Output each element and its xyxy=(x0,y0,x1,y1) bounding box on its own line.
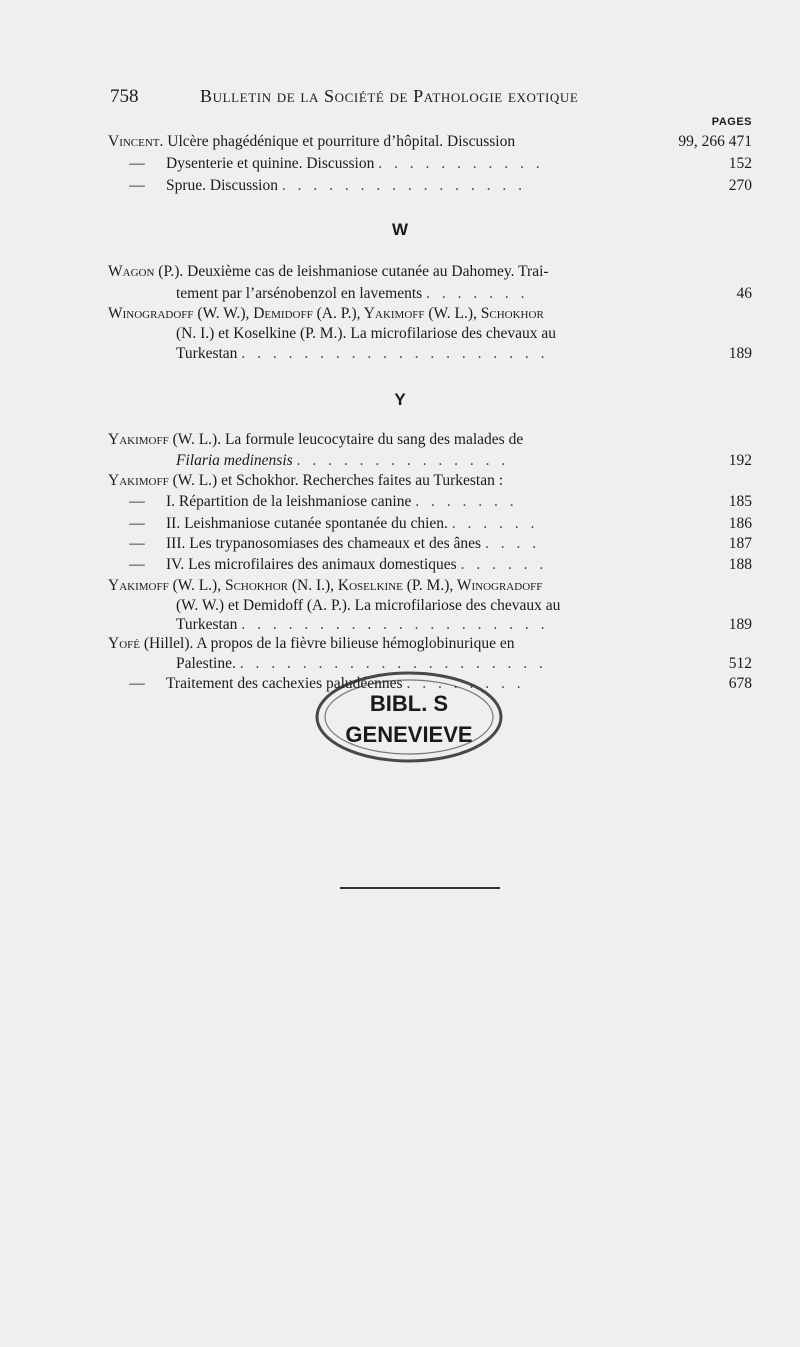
index-entry-yakimoff-c2 xyxy=(176,596,752,616)
entry-leader: . . . . . . . . xyxy=(406,675,525,692)
pages-column-label: PAGES xyxy=(711,116,752,128)
entry-dash: — xyxy=(129,155,145,172)
entry-pages: 186 xyxy=(723,514,752,534)
entry-text: Sprue. Discussion xyxy=(166,177,278,194)
entry-pages: 188 xyxy=(723,555,752,575)
entry-leader: . . . . . . . xyxy=(415,493,518,510)
entry-text: IV. Les microfilaires des animaux domestiques xyxy=(166,556,457,573)
entry-text: Palestine. xyxy=(176,655,236,672)
entry-text: Turkestan xyxy=(176,345,238,362)
index-entry-yakimoff-b5 xyxy=(108,555,752,575)
page-number: 758 xyxy=(110,86,139,107)
entry-leader: . . . . . . xyxy=(451,515,539,532)
entry-text: (N. I.) et Koselkine (P. M.). La microfilariose des chevaux au xyxy=(176,325,557,342)
entry-leader: . . . . . . . . . . . xyxy=(378,155,544,172)
stamp-line-1: BIBL. S xyxy=(369,691,449,716)
entry-dash: — xyxy=(129,515,145,532)
entry-dash: — xyxy=(129,493,145,510)
entry-pages: 189 xyxy=(723,344,752,364)
entry-author: Wagon xyxy=(108,263,155,280)
entry-text: (W. L.) et Schokhor. Recherches faites au Turkestan : xyxy=(168,472,504,489)
entry-pages: 678 xyxy=(723,674,752,694)
entry-leader: . . . . . . . . . . . . . . xyxy=(296,452,510,469)
page-header xyxy=(110,86,750,110)
entry-pages: 152 xyxy=(723,154,752,174)
index-entry-yakimoff-a1 xyxy=(108,430,752,450)
entry-pages: 46 xyxy=(731,284,753,304)
entry-text: (W. W.) et Demidoff (A. P.). La microfilariose des chevaux au xyxy=(176,597,561,614)
entry-dash: — xyxy=(129,177,145,194)
entry-leader: . . . . . . . . . . . . . . . . . . . . xyxy=(239,655,547,672)
entry-pages: 270 xyxy=(723,176,752,196)
index-entry-winogradoff-3 xyxy=(176,344,752,364)
entry-leader: . . . . . . . . . . . . . . . . . . . . xyxy=(241,616,549,633)
entry-author: Vincent xyxy=(108,133,160,150)
entry-text: Filaria medinensis xyxy=(176,452,293,469)
entry-dash: — xyxy=(129,556,145,573)
entry-leader: . . . . . . . . . . . . . . . . xyxy=(281,177,526,194)
entry-text: II. Leishmaniose cutanée spontanée du chien. xyxy=(166,515,448,532)
entry-pages: 185 xyxy=(723,492,752,512)
entry-pages: 187 xyxy=(723,534,752,554)
closing-rule xyxy=(340,887,500,889)
index-entry-yakimoff-b4 xyxy=(108,534,752,554)
entry-author: Yakimoff xyxy=(108,577,169,594)
index-entry-vincent-2 xyxy=(108,154,752,174)
entry-author: Yakimoff xyxy=(108,431,169,448)
entry-leader: . . . . . . . . . . . . . . . . . . . . xyxy=(241,345,549,362)
entry-text: I. Répartition de la leishmaniose canine xyxy=(166,493,412,510)
entry-dash: — xyxy=(129,535,145,552)
stamp-line-2: GENEVIEVE xyxy=(345,722,473,747)
index-entry-winogradoff-2 xyxy=(176,324,752,344)
entry-author: Yofé xyxy=(108,635,140,652)
index-entry-wagon-1 xyxy=(108,262,752,282)
index-entry-vincent-3 xyxy=(108,176,752,196)
index-entry-yofe-1 xyxy=(108,634,752,654)
entry-text: . Ulcère phagédénique et pourriture d’hôpital. Discussion xyxy=(159,133,516,150)
entry-leader: . . . . . . xyxy=(460,556,548,573)
entry-author: Yakimoff xyxy=(108,472,169,489)
index-entry-yakimoff-c3 xyxy=(176,615,752,635)
entry-text: Dysenterie et quinine. Discussion xyxy=(166,155,375,172)
entry-leader: . . . . . . . xyxy=(426,285,529,302)
index-entry-yakimoff-b3 xyxy=(108,514,752,534)
entry-text: Traitement des cachexies paludéennes xyxy=(166,675,403,692)
entry-pages: 99, 266 471 xyxy=(672,132,752,152)
entry-text: Turkestan xyxy=(176,616,238,633)
entry-text: (W. L.). La formule leucocytaire du sang des malades de xyxy=(168,431,524,448)
index-entry-wagon-2 xyxy=(176,284,752,304)
entry-text: (W. W.), Demidoff (A. P.), Yakimoff (W. L.), Schokhor xyxy=(193,305,544,322)
entry-pages: 512 xyxy=(723,654,752,674)
entry-pages: 189 xyxy=(723,615,752,635)
entry-text: (W. L.), Schokhor (N. I.), Koselkine (P. M.), Winogradoff xyxy=(168,577,543,594)
library-stamp xyxy=(311,667,507,767)
index-entry-yakimoff-c1 xyxy=(108,576,752,596)
entry-dash: — xyxy=(129,675,145,692)
entry-leader: . . . . xyxy=(484,535,541,552)
index-entry-yakimoff-a2 xyxy=(176,451,752,471)
index-entry-winogradoff-1 xyxy=(108,304,752,324)
index-entry-yakimoff-b1 xyxy=(108,471,752,491)
section-letter-y: Y xyxy=(394,390,406,409)
entry-text: III. Les trypanosomiases des chameaux et des ânes xyxy=(166,535,482,552)
index-entry-yakimoff-b2 xyxy=(108,492,752,512)
entry-text: tement par l’arsénobenzol en lavements xyxy=(176,285,423,302)
entry-pages: 192 xyxy=(723,451,752,471)
index-entry-vincent-1 xyxy=(108,132,752,152)
running-title: Bulletin de la Société de Pathologie exotique xyxy=(200,86,579,106)
entry-text: (Hillel). A propos de la fièvre bilieuse hémoglobinurique en xyxy=(139,635,515,652)
section-letter-w: W xyxy=(391,220,409,239)
entry-author: Winogradoff xyxy=(108,305,194,322)
entry-text: (P.). Deuxième cas de leishmaniose cutanée au Dahomey. Trai- xyxy=(154,263,549,280)
